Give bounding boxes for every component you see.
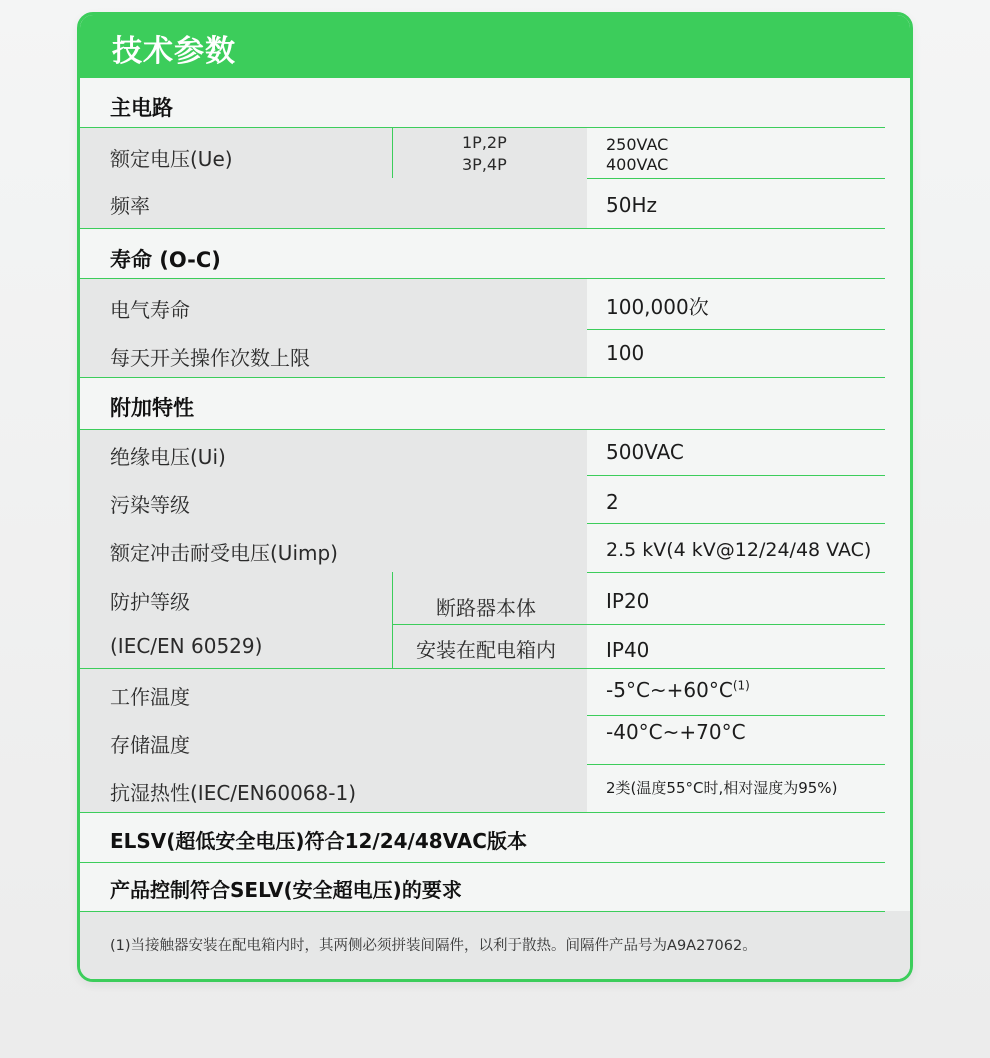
impulse-label: 额定冲击耐受电压(Uimp): [110, 541, 338, 565]
storage-temp-value: -40°C~+70°C: [606, 720, 746, 744]
damp-heat-value: 2类(温度55°C时,相对湿度为95%): [606, 779, 838, 797]
card-header: [80, 15, 910, 78]
protection-value-1: IP20: [606, 589, 650, 613]
insulation-value: 500VAC: [606, 440, 684, 464]
storage-temp-label: 存储温度: [110, 733, 190, 757]
impulse-value: 2.5 kV(4 kV@12/24/48 VAC): [606, 539, 872, 561]
card-title: 技术参数: [112, 34, 236, 69]
footnote: (1)当接触器安装在配电箱内时，其两侧必须拼装间隔件，以利于散热。间隔件产品号为A9A27062。: [110, 938, 757, 954]
section-main-circuit: 主电路: [110, 96, 173, 120]
insulation-label: 绝缘电压(Ui): [110, 445, 226, 469]
operating-temp-label: 工作温度: [110, 685, 190, 709]
daily-ops-label: 每天开关操作次数上限: [110, 346, 310, 370]
section-life: 寿命 (O-C): [110, 248, 221, 272]
elsv-statement: ELSV(超低安全电压)符合12/24/48VAC版本: [110, 829, 527, 853]
rated-voltage-poles-2: 3P,4P: [462, 155, 507, 174]
selv-statement: 产品控制符合SELV(安全超电压)的要求: [110, 878, 462, 902]
rated-voltage-label: 额定电压(Ue): [110, 147, 233, 171]
frequency-label: 频率: [110, 194, 150, 218]
protection-sub-2: 安装在配电箱内: [416, 638, 556, 662]
operating-temp-value-text: -5°C~+60°C: [606, 678, 733, 702]
electrical-life-value: 100,000次: [606, 295, 709, 319]
operating-temp-value: [606, 678, 750, 702]
pollution-value: 2: [606, 490, 619, 514]
spec-card: [77, 12, 913, 982]
rated-voltage-value-2: 400VAC: [606, 155, 669, 174]
pollution-label: 污染等级: [110, 493, 190, 517]
operating-temp-note: (1): [732, 678, 750, 693]
section-additional: 附加特性: [110, 396, 194, 420]
protection-label-2: (IEC/EN 60529): [110, 634, 263, 658]
protection-label-1: 防护等级: [110, 590, 190, 614]
frequency-value: 50Hz: [606, 193, 657, 217]
electrical-life-label: 电气寿命: [110, 298, 190, 322]
rated-voltage-value-1: 250VAC: [606, 135, 669, 154]
rated-voltage-poles-1: 1P,2P: [462, 133, 507, 152]
daily-ops-value: 100: [606, 341, 645, 365]
damp-heat-label: 抗湿热性(IEC/EN60068-1): [110, 781, 357, 805]
protection-sub-1: 断路器本体: [436, 596, 536, 620]
protection-value-2: IP40: [606, 638, 650, 662]
